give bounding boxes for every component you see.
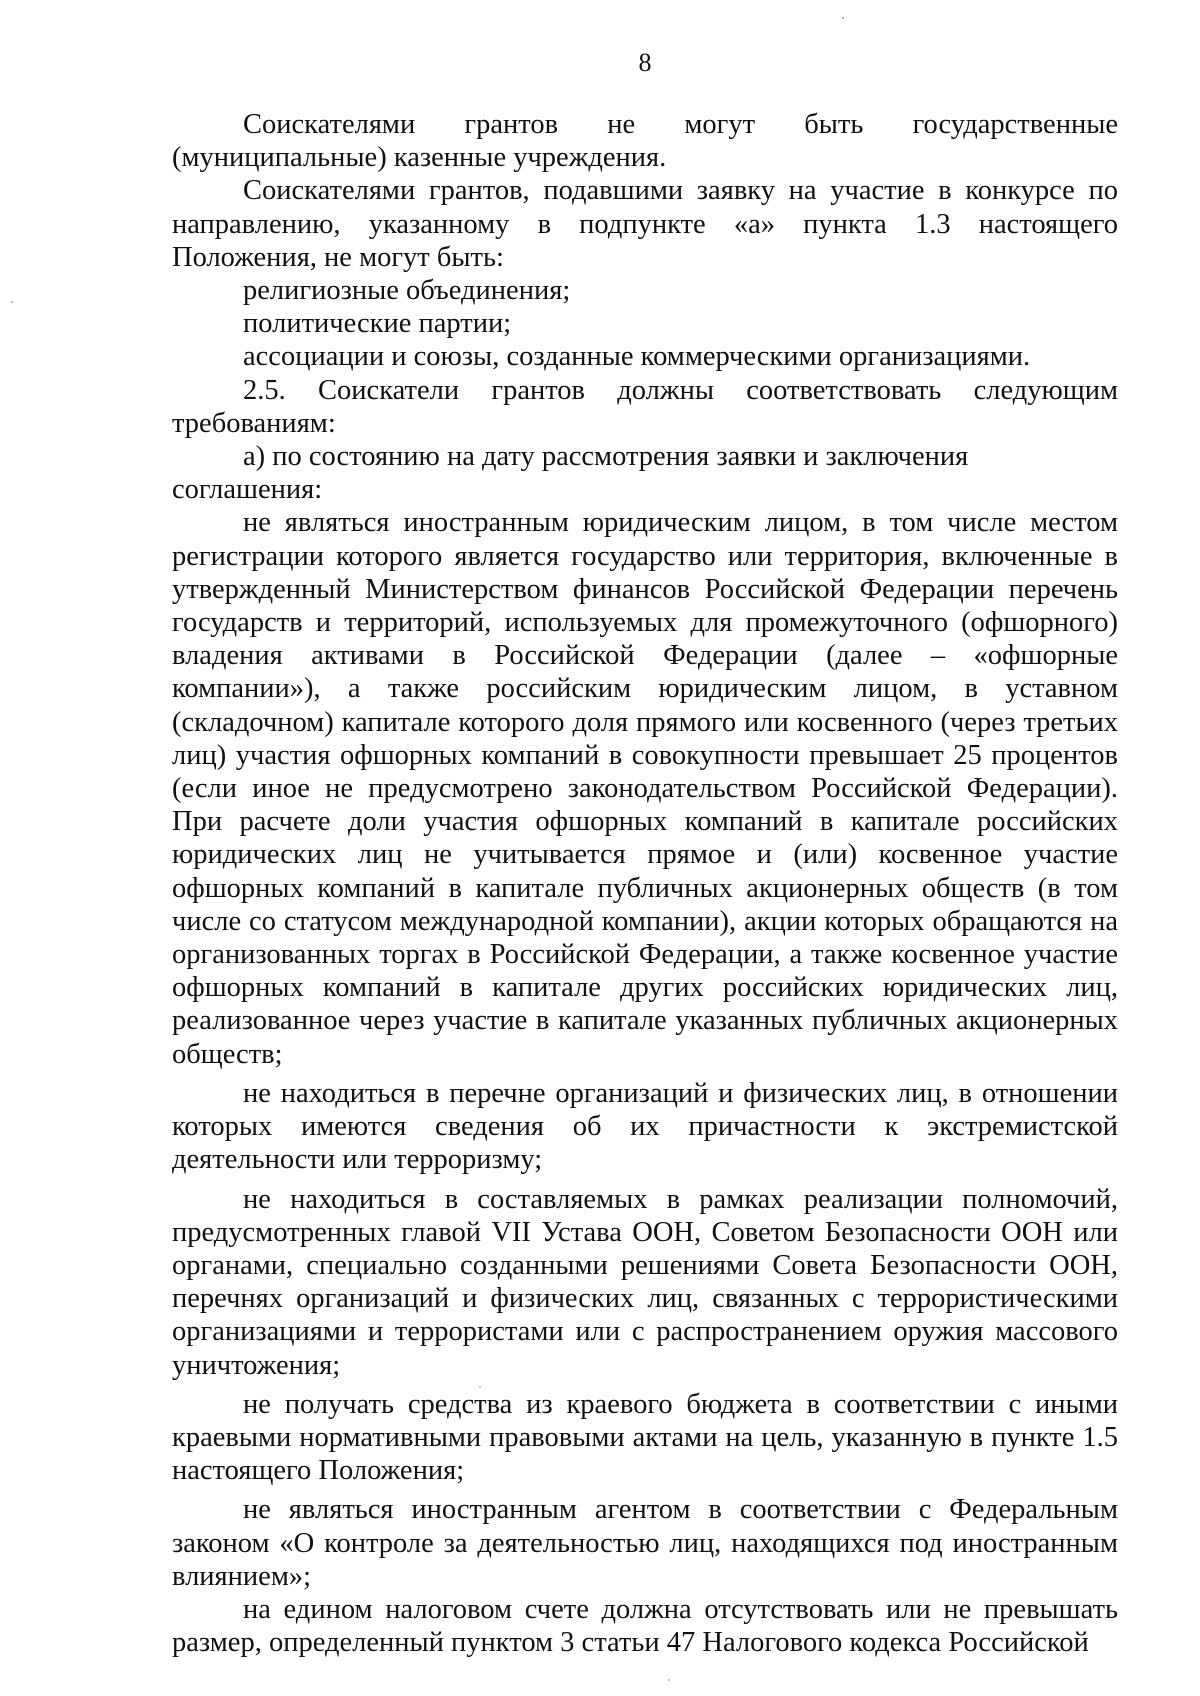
paragraph-foreign-agent: не являться иностранным агентом в соответствии с Федеральным законом «О контроле за деятельностью лиц, находящихся под иностранным влиянием»;: [172, 1494, 1118, 1592]
paragraph-offshore: не являться иностранным юридическим лицом, в том числе местом регистрации которого является государство или территория, включенные в утвержденный Министерством финансов Российской Федерации перечень государств и территорий, используемых для промежуточного (офшорного) владения активами в Российской Федерации (далее – «офшорные компании»), а также российским юридическим лицом, в уставном (складочном) капитале которого доля прямого или косвенного (через третьих лиц) участия офшорных компаний в совокупности превышает 25 процентов (если иное не предусмотрено законодательством Российской Федерации). При расчете доли участия офшорных компаний в капитале российских юридических лиц не учитывается прямое и (или) косвенное участие офшорных компаний в капитале публичных акционерных обществ (в том числе со статусом международной компании), акции которых обращаются на организованных торгах в Российской Федерации, а также косвенное участие офшорных компаний в капитале других российских юридических лиц, реализованное через участие в капитале указанных публичных акционерных обществ;: [172, 507, 1118, 1070]
paragraph-extremism: не находиться в перечне организаций и физических лиц, в отношении которых имеются сведения об их причастности к экстремистской деятельности или терроризму;: [172, 1077, 1118, 1176]
list-item-parties: политические партии;: [243, 308, 512, 340]
section-2-5: 2.5. Соискатели грантов должны соответствовать следующим требованиям:: [172, 374, 1118, 439]
paragraph-state-institutions: Соискателями грантов не могут быть государственные (муниципальные) казенные учреждения.: [172, 109, 1118, 174]
list-item-religious: религиозные объединения;: [243, 275, 571, 307]
paragraph-un-sanctions: не находиться в составляемых в рамках реализации полномочий, предусмотренных главой VII Устава ООН, Советом Безопасности ООН или органами, специально созданными решениями Совета Безопасности ООН, перечнях организаций и физических лиц, связанных с террористическими организациями и террористами или с распространением оружия массового уничтожения;: [172, 1183, 1118, 1381]
paragraph-tax-account: на едином налоговом счете должна отсутствовать или не превышать размер, определенный пунктом 3 статьи 47 Налогового кодекса Российской: [172, 1593, 1118, 1659]
document-body: [172, 108, 1118, 1659]
paragraph-regional-budget: не получать средства из краевого бюджета в соответствии с иными краевыми нормативными правовыми актами на цель, указанную в пункте 1.5 настоящего Положения;: [172, 1388, 1118, 1487]
subsection-a: а) по состоянию на дату рассмотрения заявки и заключения соглашения:: [172, 441, 969, 506]
paragraph-applicants-restriction: Соискателями грантов, подавшими заявку на участие в конкурсе по направлению, указанному в подпункте «а» пункта 1.3 настоящего Положения, не могут быть:: [172, 175, 1118, 273]
page-number: 8: [638, 48, 652, 77]
list-item-associations: ассоциации и союзы, созданные коммерческими организациями.: [243, 341, 1031, 373]
